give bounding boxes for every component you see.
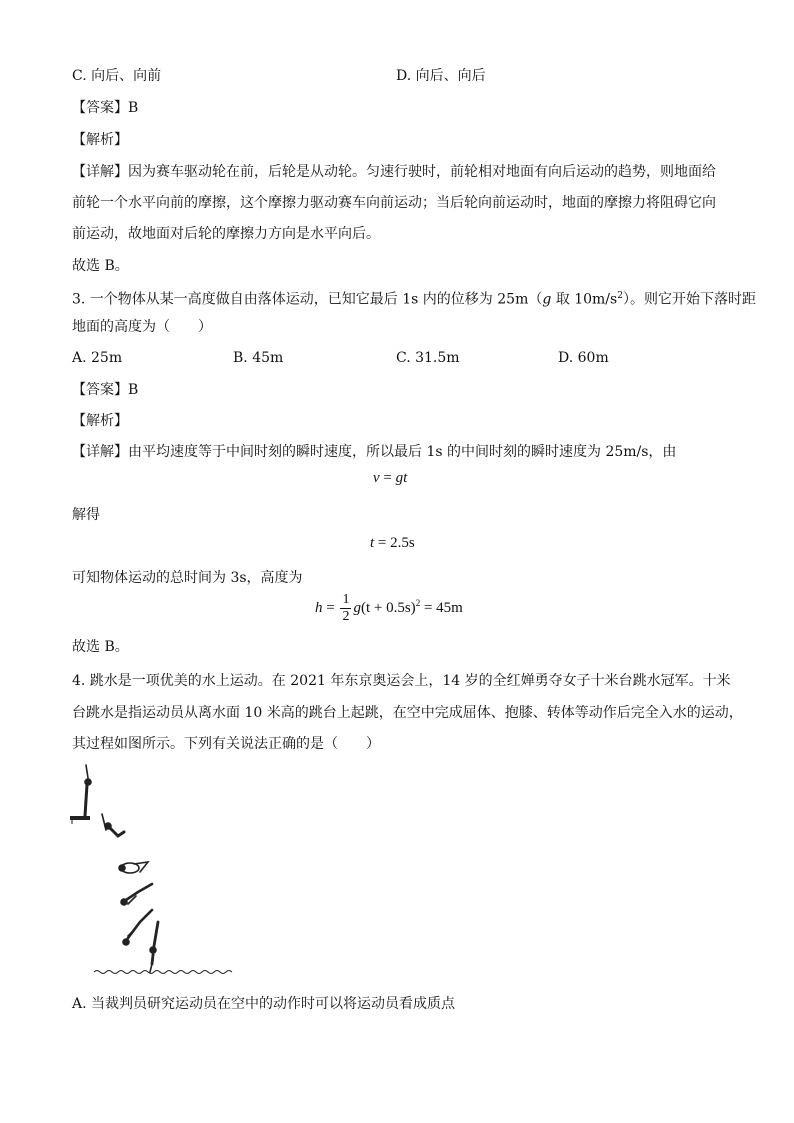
diver-entry [150,922,158,972]
q3-detail-line-1: 【详解】由平均速度等于中间时刻的瞬时速度，所以最后 1s 的中间时刻的瞬时速度为 25m/s，由 [72,444,677,460]
diving-sequence-figure [66,760,246,982]
one-half-fraction: $\frac{1}{2}$ [342,592,350,624]
q3-equation-3: h = $\frac{1}{2}$ $g(t + 0.5s)^2 = 45m$ [315,592,463,624]
q3-option-c: C. 31.5m [396,350,460,366]
diving-platform [70,816,90,824]
q3-option-b: B. 45m [233,350,284,366]
q2-answer: 【答案】B [72,100,139,116]
q3-option-a: A. 25m [72,350,123,366]
q2-detail-line-3: 前运动，故地面对后轮的摩擦力方向是水平向后。 [72,226,380,242]
water-surface [94,971,232,974]
q3-analysis-label: 【解析】 [72,413,128,429]
q3-total-time-line: 可知物体运动的总时间为 3s，高度为 [72,570,303,586]
q2-conclusion: 故选 B。 [72,258,129,274]
q3-conclusion: 故选 B。 [72,639,129,655]
q3-solve-label: 解得 [72,507,100,523]
q2-option-c: C. 向后、向前 [72,68,162,84]
q2-option-d: D. 向后、向后 [396,68,486,84]
diver-pike [121,884,152,905]
q3-equation-2: t = 2.5s [370,535,415,551]
q2-detail-line-1: 【详解】因为赛车驱动轮在前，后轮是从动轮。匀速行驶时，前轮相对地面有向后运动的趋势，则地面给 [72,164,716,180]
q2-analysis-label: 【解析】 [72,132,128,148]
diver-twist [123,910,152,945]
diver-tuck [119,862,148,873]
diver-standing [85,765,91,816]
q3-equation-1: v = gt [373,470,408,486]
q3-stem-line-2: 地面的高度为（ ） [72,319,212,335]
diver-takeoff [102,814,124,836]
q4-stem-line-3: 其过程如图所示。下列有关说法正确的是（ ） [72,736,380,752]
q3-option-d: D. 60m [558,350,609,366]
q3-answer: 【答案】B [72,382,139,398]
q4-stem-line-1: 4. 跳水是一项优美的水上运动。在 2021 年东京奥运会上，14 岁的全红婵勇夺女子十米台跳水冠军。十米 [72,673,731,689]
q2-detail-line-2: 前轮一个水平向前的摩擦，这个摩擦力驱动赛车向前运动；当后轮向前运动时，地面的摩擦力将阻碍它向 [72,195,716,211]
q4-option-a: A. 当裁判员研究运动员在空中的动作时可以将运动员看成质点 [72,996,456,1012]
q4-stem-line-2: 台跳水是指运动员从离水面 10 米高的跳台上起跳，在空中完成屈体、抱膝、转体等动作后完全入水的运动， [72,705,743,721]
q3-stem-line-1: 3. 一个物体从某一高度做自由落体运动，已知它最后 1s 内的位移为 25m（g 取 $10m/s^2$）。则它开始下落时距 [72,291,756,308]
